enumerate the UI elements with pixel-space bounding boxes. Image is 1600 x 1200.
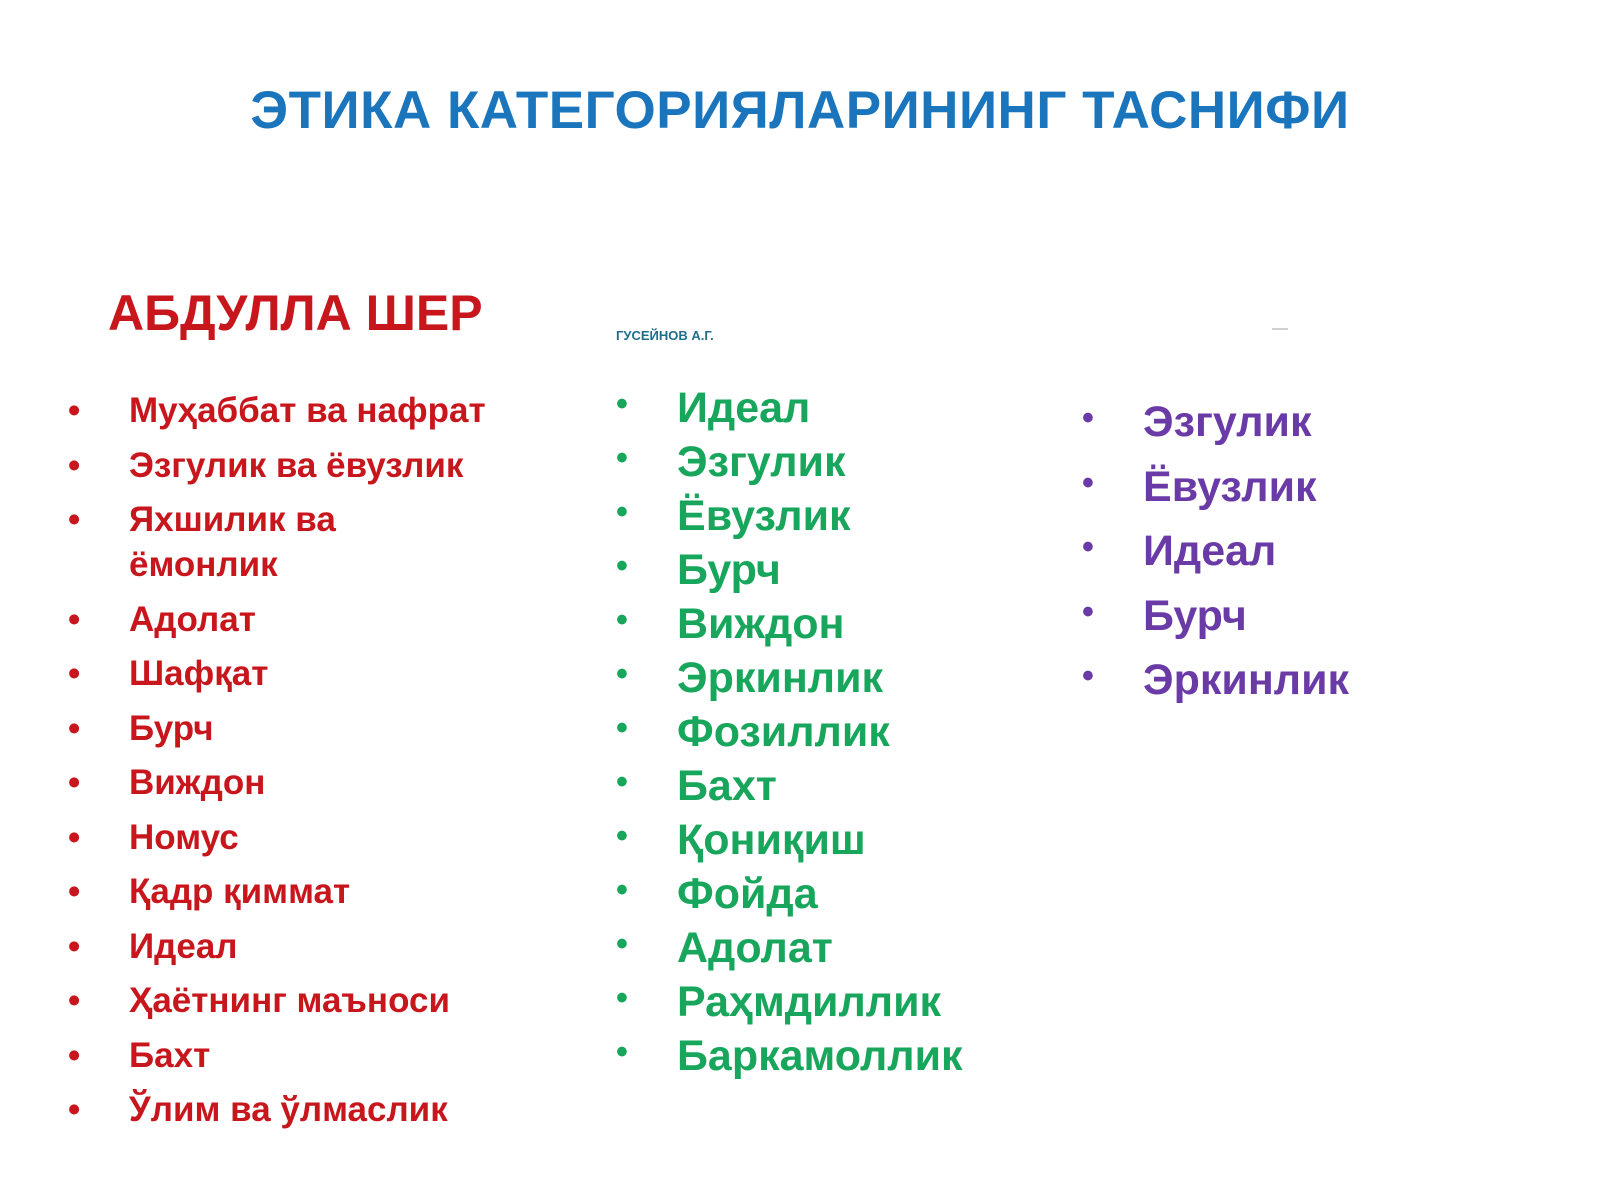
- bullet-icon: •: [1082, 528, 1094, 566]
- list-item-text: Виждон: [677, 600, 845, 648]
- slide-title: ЭТИКА КАТЕГОРИЯЛАРИНИНГ ТАСНИФИ: [250, 81, 1350, 140]
- list-item-text: Қадр қиммат: [129, 872, 351, 911]
- bullet-icon: •: [68, 817, 81, 857]
- list-item-text: Эзгулик: [677, 438, 846, 486]
- list-item: [616, 759, 1036, 813]
- bullet-icon: •: [616, 763, 628, 801]
- list-item: [1082, 524, 1462, 578]
- bullet-icon: •: [616, 925, 628, 963]
- list-item: [68, 497, 408, 587]
- list-item-text: Эзгулик ва ёвузлик: [129, 445, 464, 485]
- column-2-list: [616, 381, 1036, 1083]
- column-1-heading: АБДУЛЛА ШЕР: [108, 285, 483, 341]
- list-item: [616, 435, 1036, 489]
- list-item: [616, 1029, 1036, 1083]
- list-item-text: Қониқиш: [677, 816, 866, 864]
- list-item: [68, 815, 538, 860]
- list-item-text: Раҳмдиллик: [677, 978, 942, 1026]
- bullet-icon: •: [616, 385, 628, 423]
- list-item: [68, 443, 538, 488]
- list-item: [68, 388, 538, 433]
- bullet-icon: •: [68, 708, 81, 748]
- column-3-list: [1082, 395, 1462, 718]
- list-item: [68, 869, 538, 914]
- list-item: [68, 1087, 538, 1132]
- list-item-text: Ўлим ва ўлмаслик: [129, 1090, 448, 1129]
- bullet-icon: •: [68, 981, 81, 1020]
- list-item: [616, 975, 1036, 1029]
- list-item: [616, 381, 1036, 435]
- column-1-list: [68, 388, 538, 1142]
- bullet-icon: •: [616, 655, 628, 693]
- bullet-icon: •: [68, 1090, 81, 1129]
- bullet-icon: •: [616, 709, 628, 747]
- bullet-icon: •: [68, 654, 81, 693]
- list-item-text: Ёвузлик: [677, 492, 851, 540]
- list-item: [1082, 395, 1462, 449]
- list-item-text: Адолат: [129, 599, 256, 639]
- list-item-text: Адолат: [677, 924, 833, 972]
- bullet-icon: •: [68, 391, 81, 430]
- list-item: [616, 597, 1036, 651]
- bullet-icon: •: [616, 601, 628, 639]
- list-item: [616, 921, 1036, 975]
- list-item-text: Виждон: [129, 763, 266, 802]
- bullet-icon: •: [1082, 463, 1094, 502]
- bullet-icon: •: [68, 763, 81, 802]
- bullet-icon: •: [616, 979, 628, 1017]
- bullet-icon: •: [616, 817, 628, 855]
- list-item-text: Фозиллик: [677, 708, 890, 756]
- bullet-icon: •: [1082, 657, 1094, 695]
- list-item-text: Эзгулик: [1143, 398, 1312, 446]
- list-item-text: Фойда: [677, 870, 818, 918]
- list-item-text: Бурч: [129, 708, 214, 748]
- bullet-icon: •: [1082, 399, 1094, 437]
- bullet-icon: •: [616, 547, 628, 585]
- list-item-text: Бурч: [677, 546, 781, 594]
- bullet-icon: •: [616, 1033, 628, 1071]
- bullet-icon: •: [68, 500, 81, 539]
- bullet-icon: •: [616, 871, 628, 909]
- list-item: [616, 489, 1036, 543]
- list-item: [68, 978, 538, 1023]
- list-item-text: Шафқат: [129, 654, 269, 693]
- bullet-icon: •: [68, 1035, 81, 1075]
- bullet-icon: •: [616, 493, 628, 531]
- list-item: [68, 651, 538, 696]
- list-item-text: Муҳаббат ва нафрат: [129, 391, 486, 430]
- list-item-text: Баркамоллик: [677, 1032, 963, 1080]
- bullet-icon: •: [68, 445, 81, 485]
- list-item: [616, 867, 1036, 921]
- list-item: [68, 706, 538, 751]
- column-3-heading-mark: [1272, 328, 1288, 330]
- list-item-text: Номус: [129, 817, 239, 857]
- bullet-icon: •: [616, 439, 628, 477]
- list-item-text: Идеал: [1143, 527, 1277, 575]
- list-item-text: Ёвузлик: [1143, 462, 1317, 511]
- list-item: [616, 543, 1036, 597]
- list-item: [68, 1033, 538, 1078]
- list-item-text: Бахт: [129, 1035, 211, 1075]
- list-item: [616, 651, 1036, 705]
- list-item: [616, 705, 1036, 759]
- list-item-text: Бахт: [677, 762, 777, 810]
- list-item: [68, 924, 538, 969]
- list-item: [616, 813, 1036, 867]
- list-item-text: Идеал: [129, 926, 238, 966]
- list-item: [68, 597, 538, 642]
- bullet-icon: •: [68, 926, 81, 966]
- list-item-text: Яхшилик ва ёмонлик: [129, 500, 336, 584]
- bullet-icon: •: [1082, 592, 1094, 631]
- list-item: [1082, 460, 1462, 514]
- bullet-icon: •: [68, 872, 81, 911]
- list-item: [1082, 653, 1462, 707]
- list-item-text: Ҳаётнинг маъноси: [129, 981, 450, 1020]
- list-item-text: Идеал: [677, 384, 811, 432]
- column-2-heading: ГУСЕЙНОВ А.Г.: [616, 328, 714, 343]
- list-item-text: Эркинлик: [677, 654, 884, 702]
- bullet-icon: •: [68, 599, 81, 639]
- list-item: [1082, 589, 1462, 643]
- list-item: [68, 760, 538, 805]
- list-item-text: Бурч: [1143, 591, 1247, 640]
- list-item-text: Эркинлик: [1143, 656, 1350, 704]
